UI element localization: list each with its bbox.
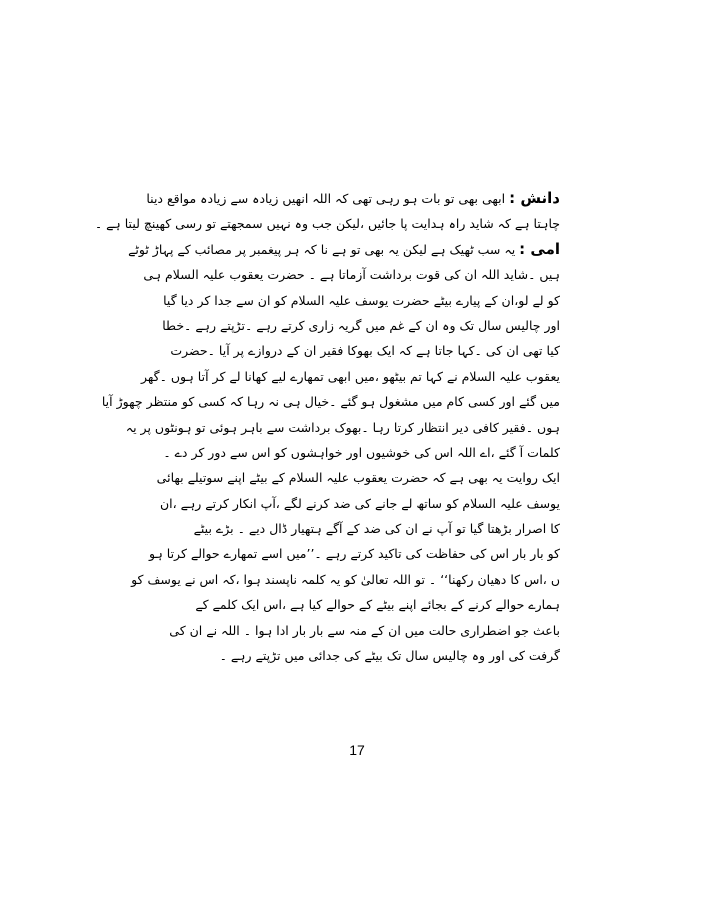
line-text: کلمات آ گئے ،اے اللہ اس کی خوشیوں اور خواہشوں کو اس سے دور کر دے ۔ bbox=[163, 444, 560, 460]
text-line bbox=[146, 186, 560, 211]
line-text: میں گئے اور کسی کام میں مشغول ہو گئے ۔خیال ہی نہ رہا کہ کسی کو منتظر چھوڑ آیا bbox=[101, 394, 560, 410]
text-line bbox=[158, 313, 560, 338]
line-text: ہیں ۔شاید اللہ ان کی قوت برداشت آزماتا ہے ۔ حضرت یعقوب علیہ السلام ہی bbox=[143, 267, 560, 283]
dialogue-text-block bbox=[94, 186, 560, 668]
speaker-name: دانش : bbox=[509, 189, 560, 207]
text-line bbox=[94, 211, 560, 236]
text-line bbox=[128, 237, 560, 262]
line-text: یعقوب علیہ السلام نے کہا تم بیٹھو ،میں ابھی تمھارے لیے کھانا لے کر آتا ہوں ۔گھر bbox=[140, 368, 560, 384]
text-line bbox=[158, 516, 560, 541]
text-line bbox=[158, 288, 560, 313]
line-text: ایک روایت یہ بھی ہے کہ حضرت یعقوب علیہ السلام کے بیٹے اپنے سوتیلے بھائی bbox=[156, 470, 560, 486]
text-line bbox=[149, 541, 560, 566]
line-text: کو بار بار اس کی حفاظت کی تاکید کرتے رہے ۔’’میں اسے تمھارے حوالے کرتا ہو bbox=[149, 546, 560, 562]
text-line bbox=[158, 592, 560, 617]
text-line bbox=[143, 262, 560, 287]
line-text: ہوں ۔فقیر کافی دیر انتظار کرتا رہا ۔بھوک برداشت سے باہر ہوئی تو ہونٹوں پر یہ bbox=[125, 419, 560, 435]
line-text: ں ،اس کا دھیان رکھنا‘‘ ۔ تو اللہ تعالیٰ کو یہ کلمہ ناپسند ہوا ،کہ اس نے یوسف کو bbox=[131, 571, 560, 587]
text-line bbox=[158, 643, 560, 668]
text-line bbox=[158, 465, 560, 490]
line-text: ابھی بھی تو بات ہو رہی تھی کہ اللہ انھیں زیادہ سے زیادہ مواقع دینا bbox=[146, 191, 510, 206]
line-text: یوسف علیہ السلام کو ساتھ لے جانے کی ضد کرنے لگے ،آپ انکار کرتے رہے ،ان bbox=[159, 495, 560, 511]
line-text: چاہتا ہے کہ شاید راہ ہدایت پا جائیں ،لیکن جب وہ نہیں سمجھتے تو رسی کھینچ لیتا ہے ۔ bbox=[94, 216, 560, 232]
line-text: ہمارے حوالے کرنے کے بجائے اپنے بیٹے کے حوالے کیا ہے ،اس ایک کلمے کے bbox=[195, 597, 560, 613]
page-number: 17 bbox=[349, 742, 365, 758]
text-line bbox=[101, 389, 560, 414]
text-line bbox=[131, 567, 560, 592]
text-line bbox=[125, 415, 560, 440]
speaker-name: امی : bbox=[519, 239, 560, 258]
line-text: کیا تھی ان کی ۔کہا جاتا ہے کہ ایک بھوکا فقیر ان کے دروازے پر آیا ۔حضرت bbox=[170, 343, 560, 359]
line-text: باعث جو اضطراری حالت میں ان کے منہ سے بار بار ادا ہوا ۔ اللہ نے ان کی bbox=[169, 622, 560, 638]
text-line bbox=[140, 364, 560, 389]
line-text: اور چالیس سال تک وہ ان کے غم میں گریہ زاری کرتے رہے ۔تڑپتے رہے ۔خطا bbox=[162, 317, 560, 333]
text-line bbox=[158, 618, 560, 643]
line-text: گرفت کی اور وہ چالیس سال تک بیٹے کی جدائی میں تڑپتے رہے ۔ bbox=[219, 648, 560, 664]
line-text: یہ سب ٹھیک ہے لیکن یہ بھی تو ہے نا کہ ہر پیغمبر پر مصائب کے پہاڑ ٹوٹے bbox=[128, 241, 520, 257]
text-line bbox=[158, 338, 560, 363]
line-text: کو لے لو،ان کے پیارے بیٹے حضرت یوسف علیہ السلام کو ان سے جدا کر دیا گیا bbox=[163, 292, 560, 308]
text-line bbox=[158, 440, 560, 465]
text-line bbox=[158, 491, 560, 516]
line-text: کا اصرار بڑھتا گیا تو آپ نے ان کی ضد کے آگے ہتھیار ڈال دیے ۔ بڑے بیٹے bbox=[193, 521, 560, 537]
